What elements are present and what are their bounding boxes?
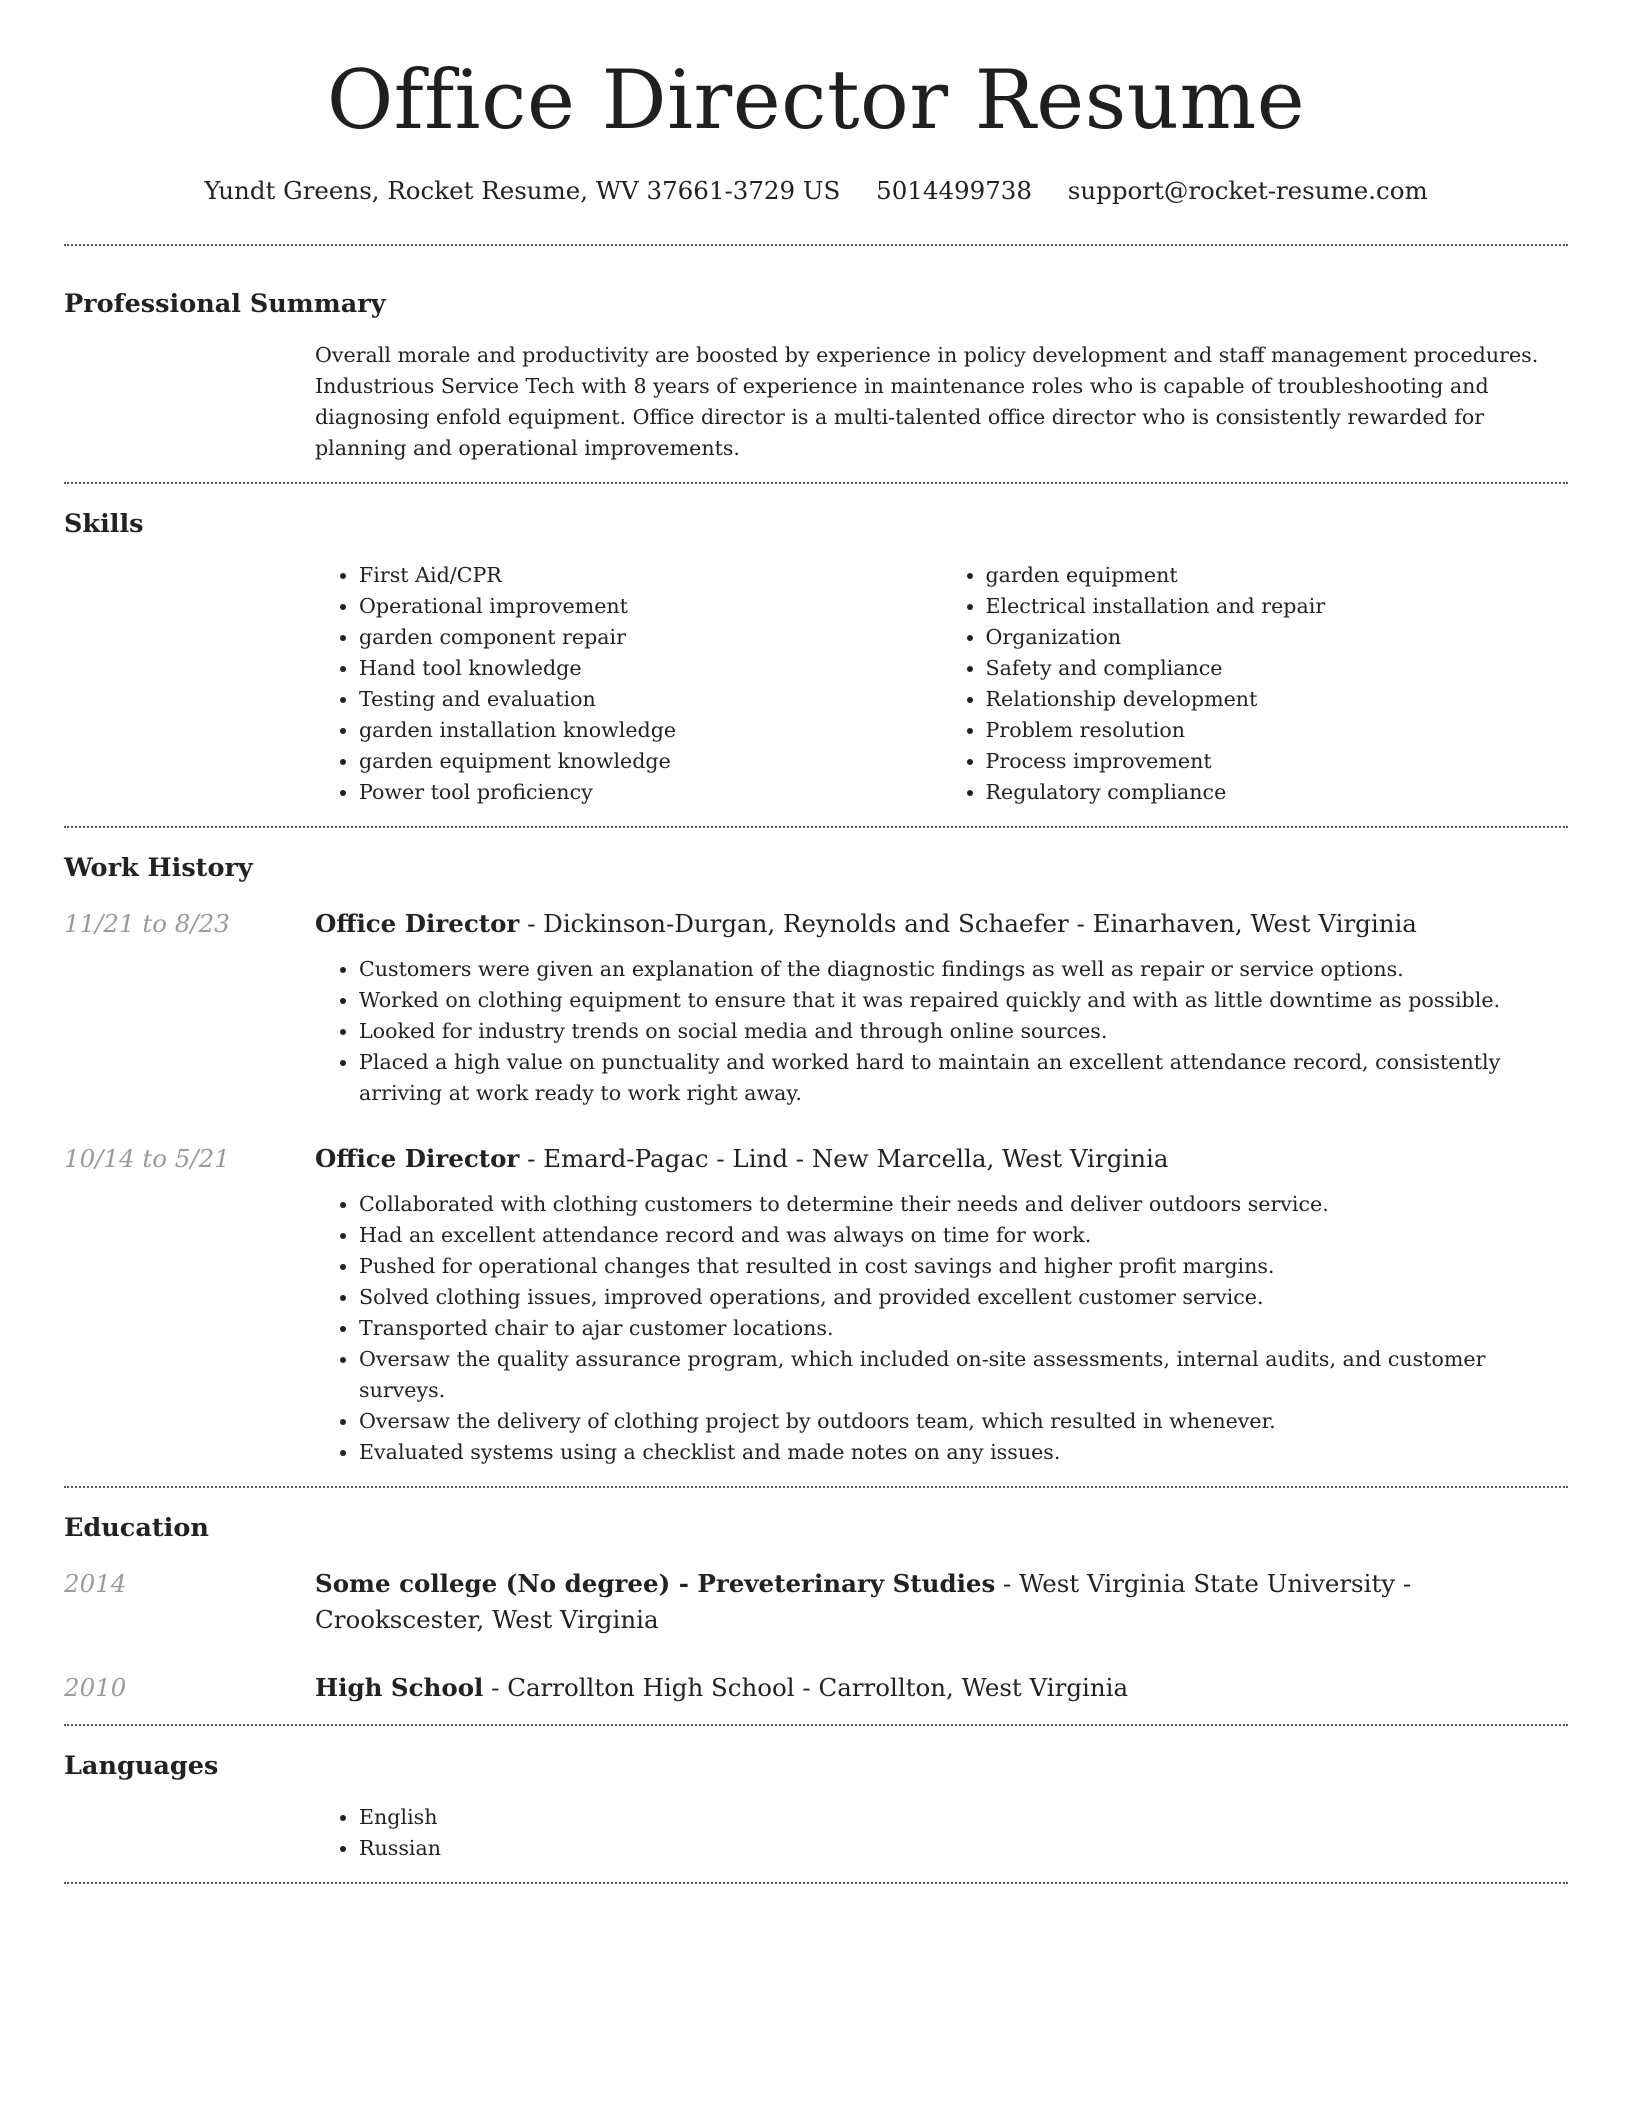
job-company: - Emard-Pagac - Lind - New Marcella, West Virginia <box>519 1144 1169 1173</box>
job-entry <box>64 1141 1568 1468</box>
job-bullets <box>315 1189 1568 1468</box>
job-role: Office Director <box>315 1144 520 1173</box>
education-entry <box>64 1670 1568 1706</box>
job-bullet: • Looked for industry trends on social media and through online sources. <box>359 1016 1568 1047</box>
job-company: - Dickinson-Durgan, Reynolds and Schaefer - Einarhaven, West Virginia <box>519 909 1417 938</box>
skill-item: • First Aid/CPR <box>359 560 942 591</box>
skill-item: • Testing and evaluation <box>359 684 942 715</box>
job-dates: 11/21 to 8/23 <box>64 909 230 938</box>
job-bullets <box>315 954 1568 1109</box>
email: support@rocket-resume.com <box>1067 176 1428 205</box>
job-heading <box>315 1141 1568 1177</box>
section-title-summary: Professional Summary <box>64 289 386 319</box>
skill-item: • garden component repair <box>359 622 942 653</box>
job-dates: 10/14 to 5/21 <box>64 1144 230 1173</box>
education-year: 2010 <box>64 1673 127 1702</box>
skills-list-left <box>315 560 942 808</box>
languages-section <box>64 1726 1568 1882</box>
language-item: • English <box>359 1802 1568 1833</box>
section-title-education: Education <box>64 1513 209 1543</box>
resume-header <box>0 0 1632 208</box>
education-heading <box>315 1566 1568 1638</box>
languages-list-wrap <box>315 1802 1568 1864</box>
education-year: 2014 <box>64 1569 127 1598</box>
skill-item: • Power tool proficiency <box>359 777 942 808</box>
job-content <box>315 906 1568 1109</box>
skill-item: • Problem resolution <box>986 715 1569 746</box>
job-bullet: • Collaborated with clothing customers to determine their needs and deliver outdoors service. <box>359 1189 1568 1220</box>
job-bullet: • Had an excellent attendance record and was always on time for work. <box>359 1220 1568 1251</box>
skill-item: • Hand tool knowledge <box>359 653 942 684</box>
education-school: - Carrollton High School - Carrollton, West Virginia <box>483 1673 1129 1702</box>
section-title-work: Work History <box>64 853 253 883</box>
contact-line <box>0 174 1632 208</box>
phone: 5014499738 <box>876 176 1032 205</box>
address: Yundt Greens, Rocket Resume, WV 37661-3729 US <box>204 176 841 205</box>
job-bullet: • Evaluated systems using a checklist and made notes on any issues. <box>359 1437 1568 1468</box>
skill-item: • Process improvement <box>986 746 1569 777</box>
skills-columns <box>315 560 1568 808</box>
divider <box>64 1882 1568 1884</box>
education-section <box>64 1488 1568 1724</box>
languages-list <box>315 1802 1568 1864</box>
job-entry <box>64 906 1568 1109</box>
job-bullet: • Customers were given an explanation of the diagnostic findings as well as repair or service options. <box>359 954 1568 985</box>
job-heading <box>315 906 1568 942</box>
skills-list-right <box>942 560 1569 808</box>
summary-text: Overall morale and productivity are boosted by experience in policy development and staff management procedures. Industrious Service Tech with 8 years of experience in maintenance roles who is capable of troubleshooting and diagnosing enfold equipment. Office director is a multi-talented office director who is consistently rewarded for planning and operational improvements. <box>315 343 1539 460</box>
skill-item: • Operational improvement <box>359 591 942 622</box>
job-bullet: • Oversaw the quality assurance program, which included on-site assessments, internal audits, and customer surveys. <box>359 1344 1568 1406</box>
section-title-skills: Skills <box>64 509 144 539</box>
language-item: • Russian <box>359 1833 1568 1864</box>
education-school: - West Virginia State University - Crookscester, West Virginia <box>315 1569 1412 1634</box>
job-bullet: • Pushed for operational changes that resulted in cost savings and higher profit margins. <box>359 1251 1568 1282</box>
skill-item: • Regulatory compliance <box>986 777 1569 808</box>
job-bullet: • Placed a high value on punctuality and worked hard to maintain an excellent attendance record, consistently arriving at work ready to work right away. <box>359 1047 1568 1109</box>
job-content <box>315 1141 1568 1468</box>
work-history-section <box>64 828 1568 1486</box>
education-heading <box>315 1670 1568 1706</box>
skill-item: • Electrical installation and repair <box>986 591 1569 622</box>
job-role: Office Director <box>315 909 520 938</box>
skill-item: • garden equipment <box>986 560 1569 591</box>
education-degree: Some college (No degree) - Preveterinary Studies <box>315 1569 996 1598</box>
skill-item: • Relationship development <box>986 684 1569 715</box>
skill-item: • garden equipment knowledge <box>359 746 942 777</box>
job-bullet: • Worked on clothing equipment to ensure that it was repaired quickly and with as little downtime as possible. <box>359 985 1568 1016</box>
page-title: Office Director Resume <box>326 54 1306 148</box>
skill-item: • Safety and compliance <box>986 653 1569 684</box>
job-bullet: • Transported chair to ajar customer locations. <box>359 1313 1568 1344</box>
education-entry <box>64 1566 1568 1638</box>
education-degree: High School <box>315 1673 484 1702</box>
job-bullet: • Solved clothing issues, improved operations, and provided excellent customer service. <box>359 1282 1568 1313</box>
skill-item: • garden installation knowledge <box>359 715 942 746</box>
skill-item: • Organization <box>986 622 1569 653</box>
job-bullet: • Oversaw the delivery of clothing project by outdoors team, which resulted in whenever. <box>359 1406 1568 1437</box>
summary-section <box>64 246 1568 482</box>
section-title-languages: Languages <box>64 1751 219 1781</box>
skills-section <box>64 484 1568 826</box>
